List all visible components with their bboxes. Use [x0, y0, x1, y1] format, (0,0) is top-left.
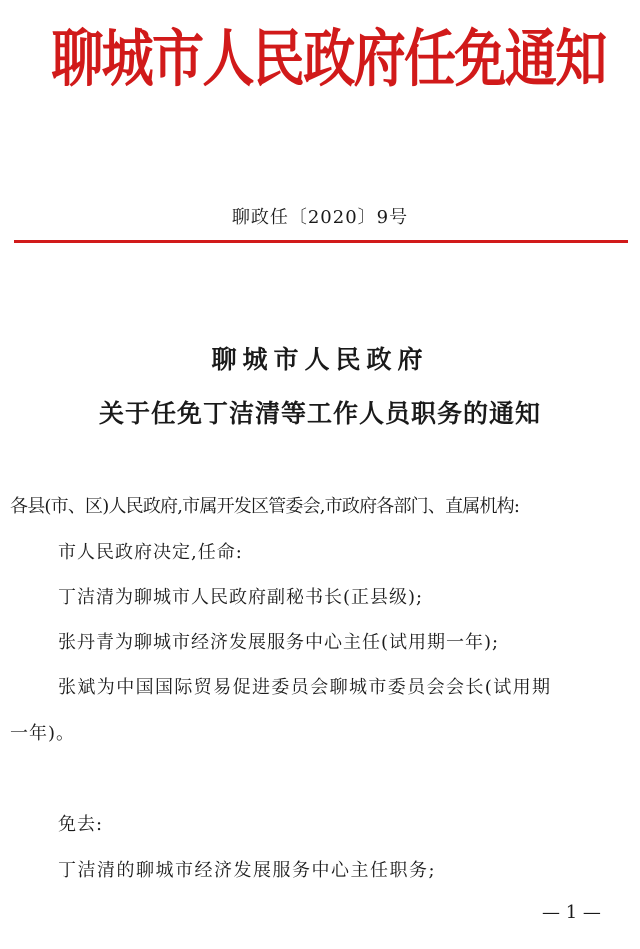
appointment-item-continuation: 一年)。 [10, 723, 76, 744]
decision-statement: 市人民政府决定,任命: [58, 542, 243, 563]
appointment-item: 张丹青为聊城市经济发展服务中心主任(试用期一年); [58, 632, 500, 653]
red-divider-line [14, 240, 628, 243]
appointment-item: 张斌为中国国际贸易促进委员会聊城市委员会会长(试用期 [58, 677, 552, 698]
page-number: — 1 — [542, 902, 601, 923]
addressee: 各县(市、区)人民政府,市属开发区管委会,市政府各部门、直属机构: [10, 496, 520, 517]
notice-title-line1: 聊城市人民政府 [211, 345, 429, 374]
notice-title-line2: 关于任免丁洁清等工作人员职务的通知 [98, 399, 541, 428]
removal-item: 丁洁清的聊城市经济发展服务中心主任职务; [58, 860, 437, 881]
masthead-title: 聊城市人民政府任免通知 [51, 22, 606, 95]
removal-heading: 免去: [58, 814, 104, 835]
document-number: 聊政任〔2020〕9号 [231, 207, 409, 228]
appointment-item: 丁洁清为聊城市人民政府副秘书长(正县级); [58, 587, 424, 608]
